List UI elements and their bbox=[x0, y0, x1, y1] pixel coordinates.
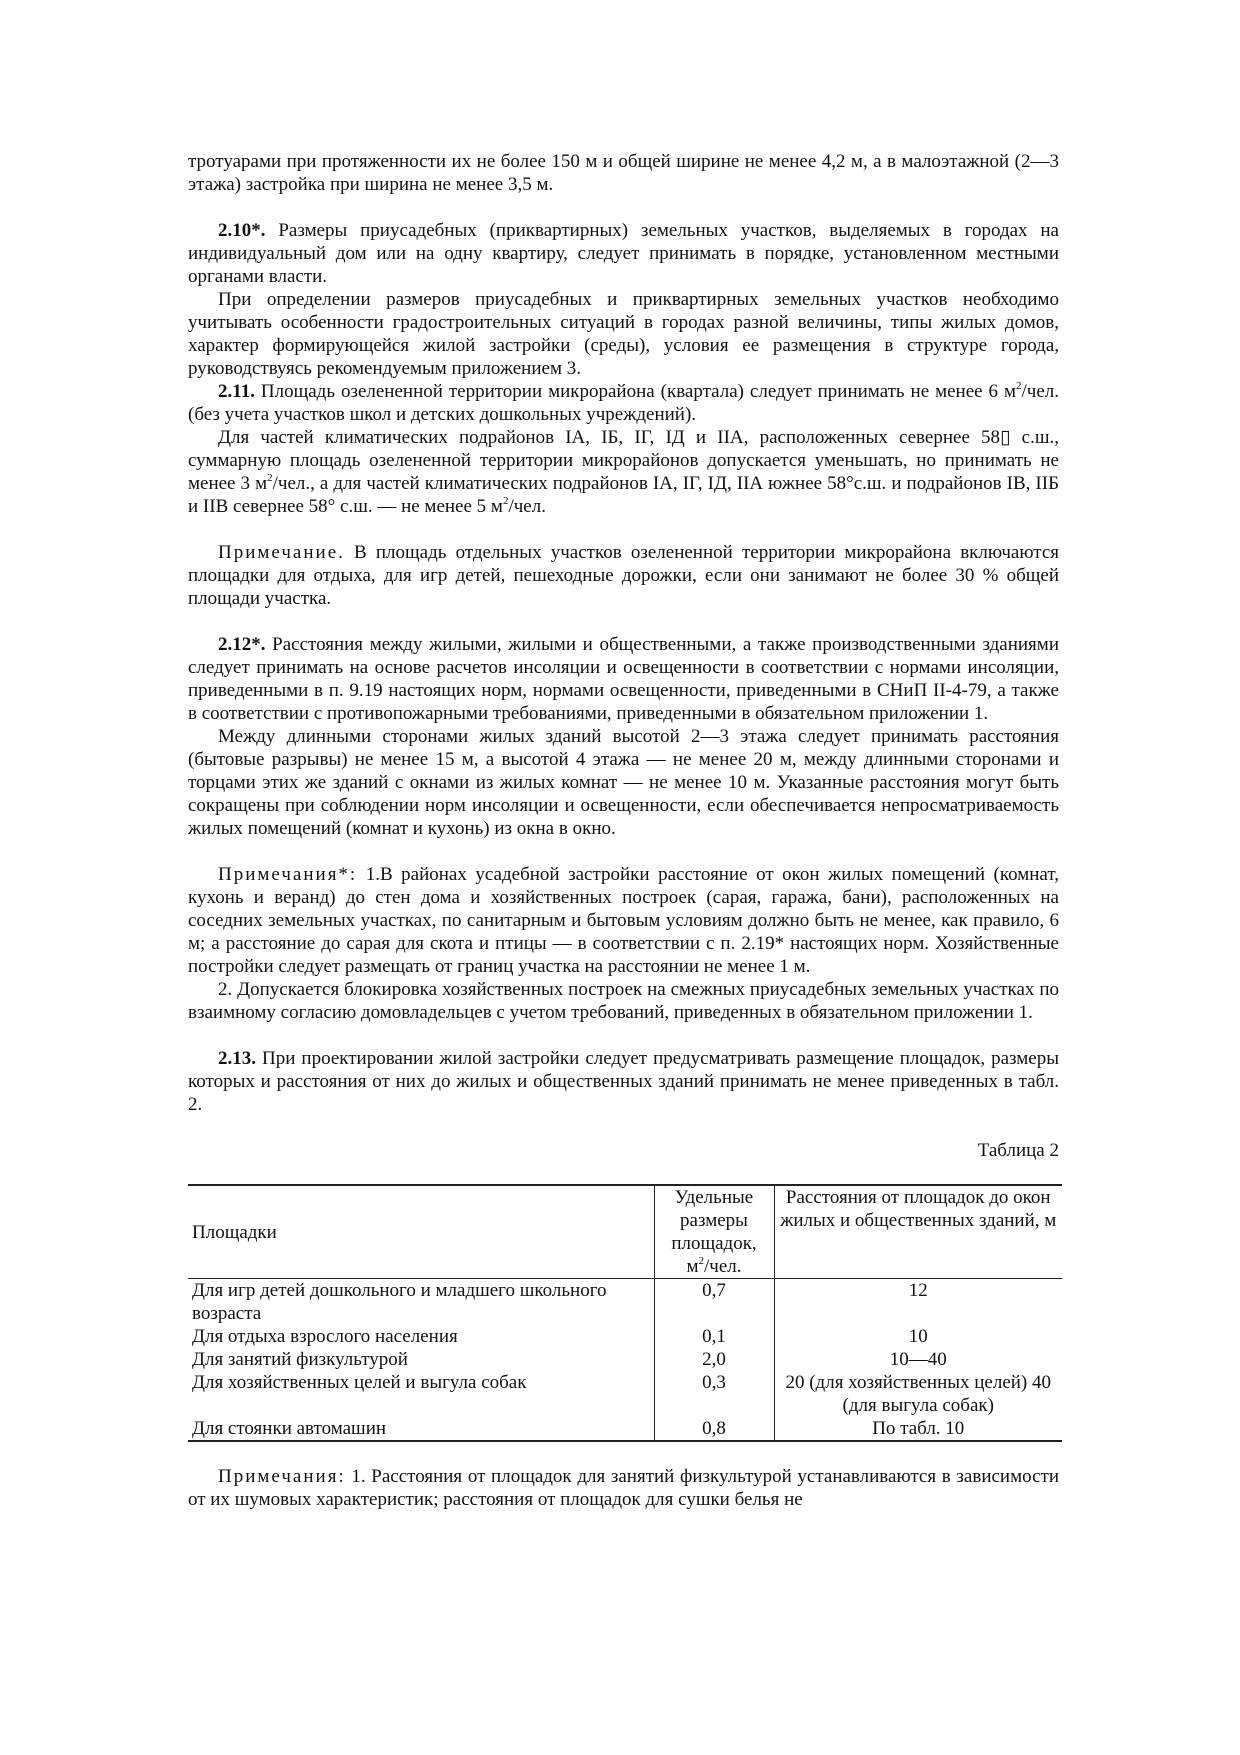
document-page bbox=[188, 150, 1059, 1511]
spacer bbox=[188, 1442, 1059, 1465]
paragraph-continuation: тротуарами при протяженности их не более 150 м и общей ширине не менее 4,2 м, а в малоэтажной (2—3 этажа) застройка при ширина не менее 3,5 м. bbox=[188, 151, 1059, 195]
section-2-10-paragraph-2: При определении размеров приусадебных и приквартирных земельных участков необходимо учитывать особенности градостроительных ситуаций в городах разной величины, типы жилых домов, характер формирующейся жилой застройки (среды), условия ее размещения в структуре города, руководствуясь рекомендуемым приложением 3. bbox=[188, 289, 1059, 379]
header-specific-size bbox=[654, 1185, 774, 1279]
spacer bbox=[188, 196, 1059, 219]
row-name: Для хозяйственных целей и выгула собак bbox=[188, 1371, 654, 1417]
table-notes bbox=[188, 1465, 1059, 1511]
section-text: /чел., а для частей климатических подрайонов IА, IГ, IД, IIА южнее 58°с.ш. и подрайонов IВ, IIБ и IIВ севернее 58° с.ш. — не менее 5 м bbox=[188, 473, 1059, 517]
spacer bbox=[188, 1024, 1059, 1047]
row-name: Для отдыха взрослого населения bbox=[188, 1325, 654, 1348]
row-name: Для занятий физкультурой bbox=[188, 1348, 654, 1371]
superscript: 2 bbox=[698, 1254, 705, 1267]
superscript: 2 bbox=[267, 471, 273, 484]
notes-label: Примечания*: bbox=[218, 864, 358, 885]
row-distance: 12 bbox=[908, 1280, 928, 1301]
header-distance: Расстояния от площадок до окон жилых и общественных зданий, м bbox=[780, 1187, 1057, 1231]
notes-label: Примечания: bbox=[218, 1466, 346, 1487]
section-text: Расстояния между жилыми, жилыми и общественными, а также производственными зданиями следует принимать на основе расчетов инсоляции и освещенности в соответствии с нормами инсоляции, приведенными в п. 9.19 настоящих норм, нормами освещенности, приведенными в СНиП II-4-79, а также в соответствии с противопожарными требованиями, приведенными в обязательном приложении 1. bbox=[188, 634, 1059, 724]
superscript: 2 bbox=[1016, 379, 1022, 392]
section-2-12-paragraph-2: Между длинными сторонами жилых зданий высотой 2—3 этажа следует принимать расстояния (бытовые разрывы) не менее 15 м, а высотой 4 этажа — не менее 20 м, между длинными сторонами и торцами этих же зданий с окнами из жилых комнат — не менее 10 м. Указанные расстояния могут быть сокращены при соблюдении норм инсоляции и освещенности, если обеспечивается непросматриваемость жилых помещений (комнат и кухонь) из окна в окно. bbox=[188, 726, 1059, 839]
table-row bbox=[188, 1348, 1062, 1371]
row-size: 0,8 bbox=[654, 1417, 774, 1441]
row-size: 0,1 bbox=[654, 1325, 774, 1348]
section-2-12 bbox=[188, 633, 1059, 725]
notes-2-12-item-2: 2. Допускается блокировка хозяйственных построек на смежных приусадебных земельных участках по взаимному согласию домовладельцев с учетом требований, приведенных в обязательном приложении 1. bbox=[188, 979, 1059, 1023]
section-text: При проектировании жилой застройки следует предусматривать размещение площадок, размеры которых и расстояния от них до жилых и общественных зданий принимать не менее приведенных в табл. 2. bbox=[188, 1048, 1059, 1115]
spacer bbox=[188, 518, 1059, 541]
section-2-11 bbox=[188, 380, 1059, 426]
row-distance: 20 (для хозяйственных целей) 40 (для выгула собак) bbox=[785, 1372, 1052, 1416]
table-2 bbox=[188, 1184, 1062, 1442]
superscript: 2 bbox=[502, 494, 509, 507]
row-distance: По табл. 10 bbox=[872, 1418, 965, 1439]
table-row bbox=[188, 1417, 1062, 1441]
header-text: Удельные размеры площадок, м bbox=[671, 1187, 757, 1277]
header-text: /чел. bbox=[704, 1256, 742, 1277]
note-text: 1. Расстояния от площадок для занятий физкультурой устанавливаются в зависимости от их шумовых характеристик; расстояния от площадок для сушки белья не bbox=[188, 1466, 1059, 1510]
note-text: В площадь отдельных участков озелененной территории микрорайона включаются площадки для отдыха, для игр детей, пешеходные дорожки, если они занимают не более 30 % общей площади участка. bbox=[188, 542, 1059, 609]
spacer bbox=[188, 840, 1059, 863]
row-size: 0,7 bbox=[654, 1279, 774, 1326]
note-text: 1.В районах усадебной застройки расстояние от окон жилых помещений (комнат, кухонь и веранд) до стен дома и хозяйственных построек (сарая, гаража, бани), расположенных на соседних земельных участках, по санитарным и бытовым условиям должно быть не менее, как правило, 6 м; а расстояние до сарая для скота и птицы — в соответствии с п. 2.19* настоящих норм. Хозяйственные постройки следует размещать от границ участка на расстоянии не менее 1 м. bbox=[188, 864, 1059, 977]
row-name: Для игр детей дошкольного и младшего школьного возраста bbox=[188, 1279, 654, 1326]
section-text: Площадь озелененной территории микрорайона (квартала) следует принимать не менее 6 м bbox=[254, 381, 1016, 402]
row-size: 0,3 bbox=[654, 1371, 774, 1417]
note-label: Примечание. bbox=[218, 542, 345, 563]
table-row bbox=[188, 1371, 1062, 1417]
table-caption: Таблица 2 bbox=[977, 1140, 1059, 1161]
note-2-11 bbox=[188, 541, 1059, 610]
table-row bbox=[188, 1279, 1062, 1326]
section-number: 2.12*. bbox=[218, 634, 266, 655]
header-playgrounds: Площадки bbox=[188, 1185, 654, 1279]
section-number: 2.11. bbox=[218, 381, 255, 402]
section-2-10 bbox=[188, 219, 1059, 288]
spacer bbox=[188, 610, 1059, 633]
row-name: Для стоянки автомашин bbox=[188, 1417, 654, 1441]
section-number: 2.10*. bbox=[218, 220, 266, 241]
row-distance: 10—40 bbox=[889, 1349, 947, 1370]
section-number: 2.13. bbox=[218, 1048, 256, 1069]
row-distance: 10 bbox=[908, 1326, 928, 1347]
spacer bbox=[188, 1116, 1059, 1139]
section-text: /чел. (без учета участков школ и детских дошкольных учреждений). bbox=[188, 381, 1059, 425]
table-header-row bbox=[188, 1185, 1062, 1279]
section-text: Размеры приусадебных (приквартирных) земельных участков, выделяемых в городах на индивидуальный дом или на одну квартиру, следует принимать в порядке, установленном местными органами власти. bbox=[188, 220, 1059, 287]
section-text: /чел. bbox=[508, 496, 546, 517]
table-row bbox=[188, 1325, 1062, 1348]
notes-2-12 bbox=[188, 863, 1059, 978]
section-text: Для частей климатических подрайонов IА, IБ, IГ, IД и IIА, расположенных севернее 58▯ с.ш., суммарную площадь озелененной территории микрорайонов допускается уменьшать, но принимать не менее 3 м bbox=[188, 427, 1059, 494]
section-2-13 bbox=[188, 1047, 1059, 1116]
section-2-11-paragraph-2 bbox=[188, 426, 1059, 518]
row-size: 2,0 bbox=[654, 1348, 774, 1371]
